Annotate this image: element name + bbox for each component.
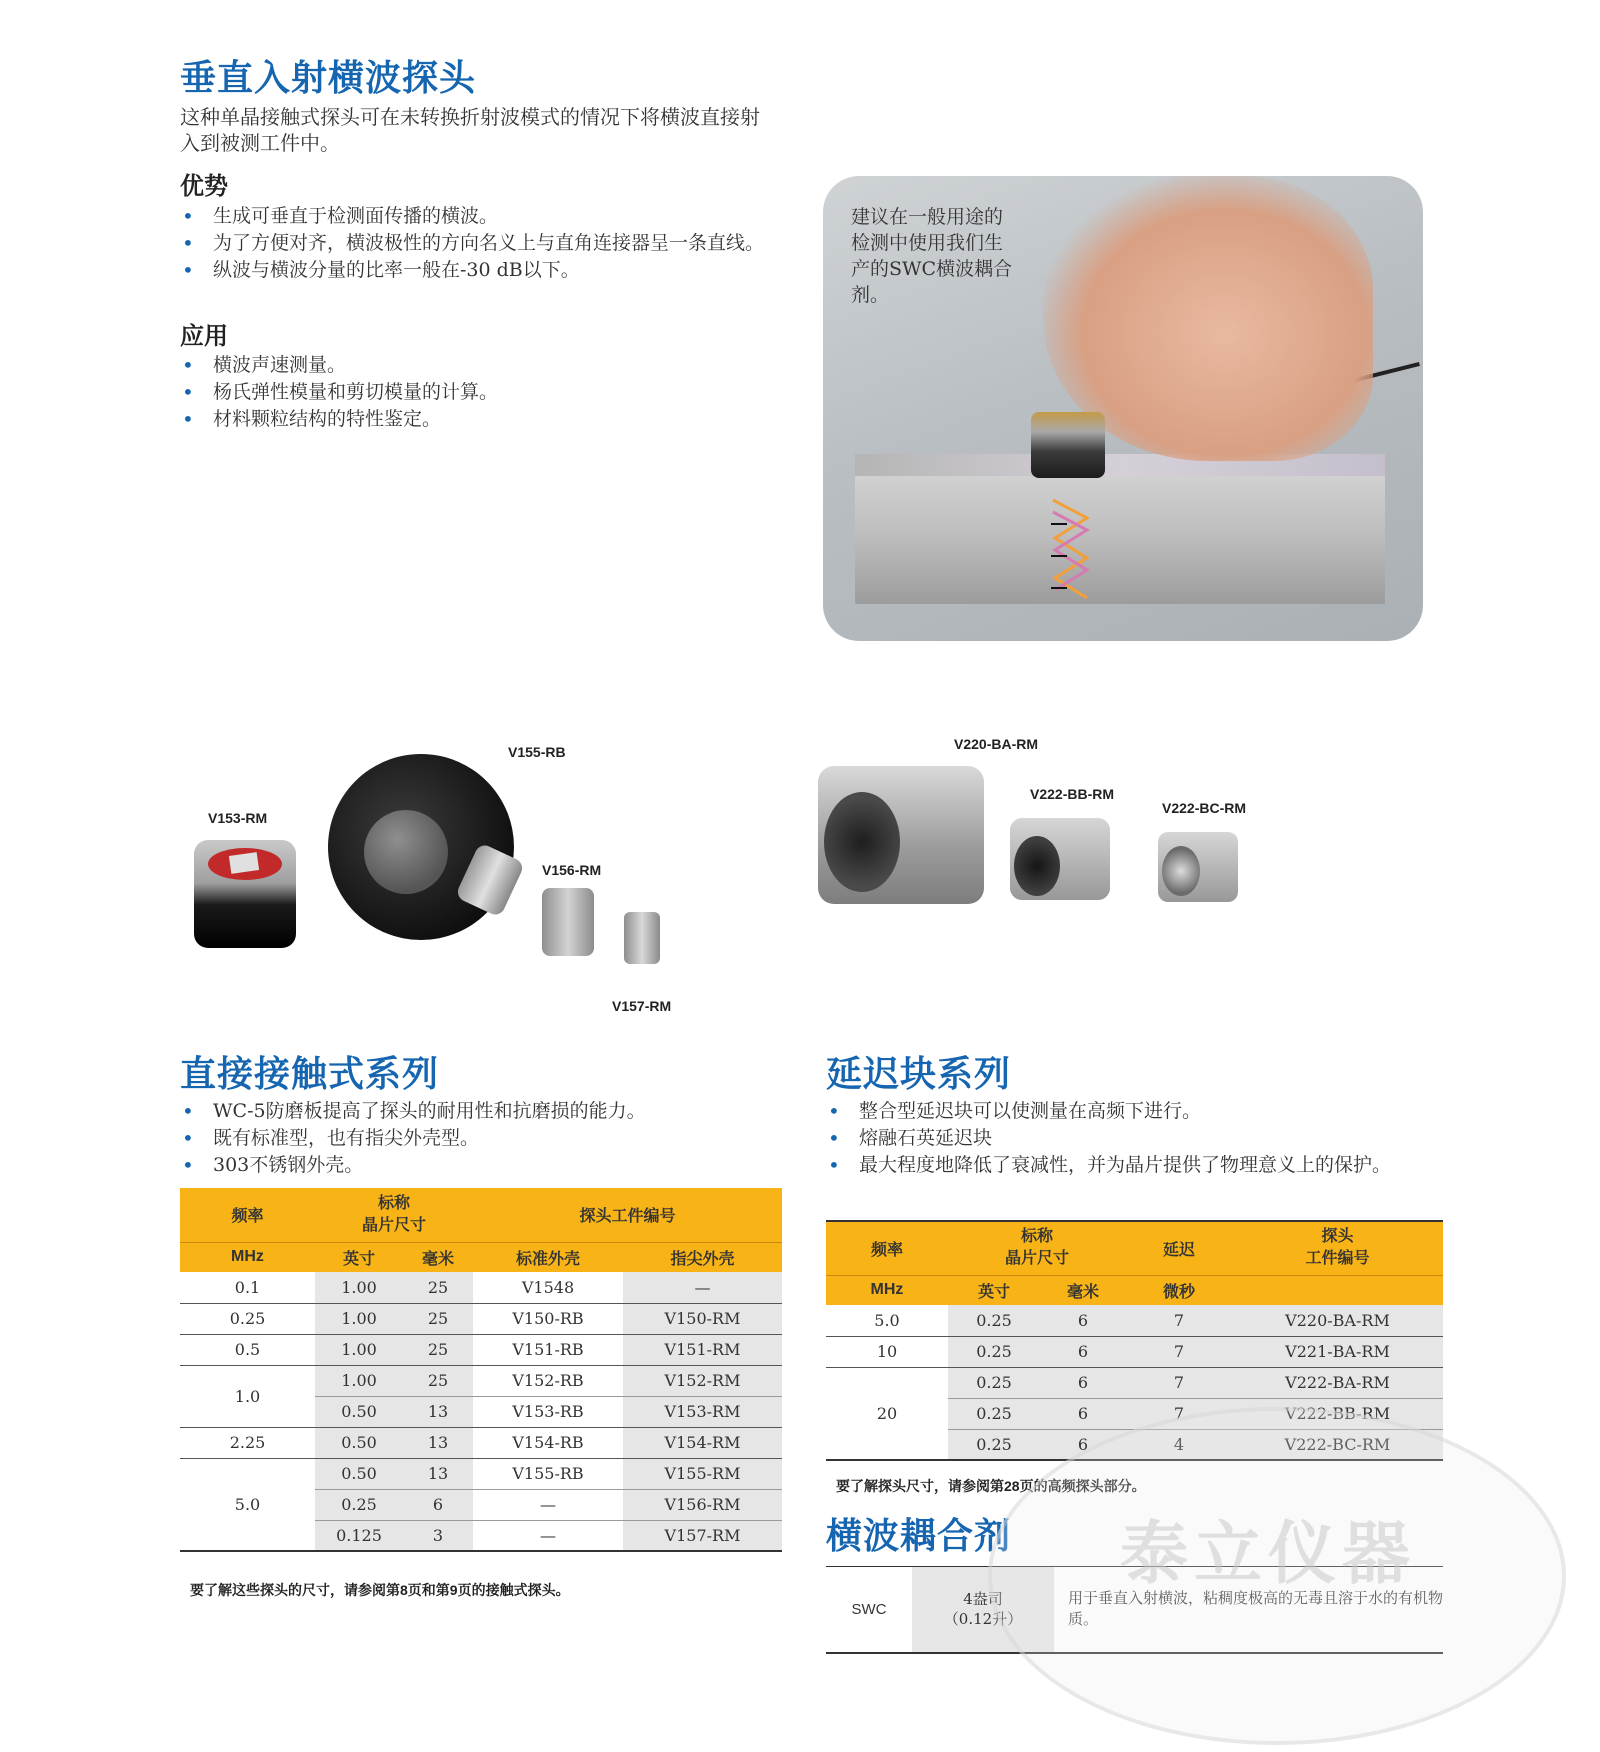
cell-finger: V152-RM: [623, 1365, 782, 1396]
cell-inch: 0.50: [315, 1458, 403, 1489]
cell-mm: 3: [403, 1520, 473, 1551]
cell-mm: 6: [1040, 1398, 1126, 1429]
table-row: [826, 1305, 1443, 1336]
cell-part: V222-BA-RM: [1232, 1367, 1443, 1398]
direct-table-note: 要了解这些探头的尺寸，请参阅第8页和第9页的接触式探头。: [190, 1582, 570, 1598]
list-item: • 303不锈钢外壳。: [180, 1152, 780, 1179]
cell-inch: 0.25: [948, 1429, 1040, 1460]
col-mhz: MHz: [180, 1242, 315, 1272]
col-us: 微秒: [1126, 1275, 1232, 1305]
advantages-list: [180, 203, 780, 284]
cell-inch: 0.50: [315, 1396, 403, 1427]
list-item: • 最大程度地降低了衰减性，并为晶片提供了物理意义上的保护。: [826, 1152, 1426, 1179]
cell-part: V222-BC-RM: [1232, 1429, 1443, 1460]
list-item: • 既有标准型，也有指尖外壳型。: [180, 1125, 780, 1152]
cell-finger: V154-RM: [623, 1427, 782, 1458]
product-label: V153-RM: [208, 810, 268, 826]
cell-part: V221-BA-RM: [1232, 1336, 1443, 1367]
list-item: • 横波声速测量。: [180, 352, 780, 379]
direct-contact-products-image: [180, 740, 700, 1020]
cell-delay: 4: [1126, 1429, 1232, 1460]
cell-mm: 25: [403, 1334, 473, 1365]
couplant-quantity: 4盎司 （0.12升）: [912, 1567, 1054, 1653]
col-standard: 标准外壳: [473, 1242, 623, 1272]
list-item: • 熔融石英延迟块: [826, 1125, 1426, 1152]
watermark-text: 泰立仪器: [1120, 1515, 1417, 1594]
cell-finger: V157-RM: [623, 1520, 782, 1551]
cell-standard: —: [540, 1495, 556, 1514]
cell-freq: 20: [826, 1367, 948, 1460]
steel-block: [855, 454, 1385, 604]
page-title: 垂直入射横波探头: [180, 58, 477, 99]
cell-standard: —: [540, 1525, 556, 1545]
probe-v220: [818, 766, 984, 904]
col-inch: 英寸: [948, 1275, 1040, 1305]
intro-text: 这种单晶接触式探头可在未转换折射波模式的情况下将横波直接射入到被测工件中。: [180, 105, 760, 155]
cell-inch: 0.25: [948, 1367, 1040, 1398]
probe-v222-bb: [1010, 818, 1110, 900]
direct-contact-table: [180, 1188, 782, 1552]
table-row: [180, 1458, 782, 1489]
col-size: 标称 晶片尺寸: [315, 1188, 473, 1242]
cell-freq: 10: [876, 1342, 898, 1361]
delay-line-products-image: [810, 736, 1370, 936]
product-label: V222-BB-RM: [1030, 786, 1115, 802]
cell-freq: 0.25: [229, 1309, 266, 1328]
product-label: V220-BA-RM: [954, 736, 1039, 752]
cell-mm: 13: [403, 1427, 473, 1458]
cell-delay: 7: [1126, 1336, 1232, 1367]
col-delay: 延迟: [1126, 1221, 1232, 1275]
cell-inch: 0.25: [948, 1336, 1040, 1367]
col-part: 探头 工件编号: [1232, 1221, 1443, 1275]
cell-inch: 0.50: [315, 1427, 403, 1458]
table-row: [826, 1367, 1443, 1398]
product-label: V155-RB: [508, 744, 566, 760]
table-row: [180, 1272, 782, 1303]
applications-heading: 应用: [180, 322, 228, 350]
col-mm: 毫米: [403, 1242, 473, 1272]
couplant-title: 横波耦合剂: [826, 1516, 1012, 1557]
probe-v157: [624, 912, 660, 964]
cell-freq: 0.1: [234, 1277, 261, 1297]
cell-freq: 0.5: [234, 1340, 261, 1359]
list-item: • 材料颗粒结构的特性鉴定。: [180, 406, 780, 433]
list-item: • 纵波与横波分量的比率一般在-30 dB以下。: [180, 257, 780, 284]
cell-delay: 7: [1126, 1398, 1232, 1429]
cell-inch: 1.00: [315, 1303, 403, 1334]
cell-standard: V151-RB: [512, 1340, 584, 1359]
product-label: V157-RM: [612, 998, 672, 1014]
cell-mm: 25: [403, 1272, 473, 1303]
table-row: [180, 1303, 782, 1334]
cell-finger: —: [623, 1272, 782, 1303]
probe-v222-bc: [1158, 832, 1238, 902]
shear-wave-icon: [1051, 498, 1091, 608]
cell-freq: 5.0: [180, 1458, 315, 1551]
col-mhz: MHz: [826, 1275, 948, 1305]
cell-standard: V153-RB: [512, 1402, 584, 1421]
probe: [1031, 412, 1105, 478]
cell-freq: 1.0: [180, 1365, 315, 1427]
list-item: • 为了方便对齐，横波极性的方向名义上与直角连接器呈一条直线。: [180, 230, 780, 257]
cell-inch: 0.25: [948, 1398, 1040, 1429]
cell-delay: 7: [1126, 1305, 1232, 1336]
col-mm: 毫米: [1040, 1275, 1126, 1305]
cell-standard: V150-RB: [512, 1309, 584, 1328]
cell-finger: V151-RM: [623, 1334, 782, 1365]
cell-mm: 6: [1040, 1367, 1126, 1398]
cell-inch: 1.00: [315, 1365, 403, 1396]
cell-delay: 7: [1126, 1367, 1232, 1398]
photo-caption: 建议在一般用途的检测中使用我们生产的SWC横波耦合剂。: [851, 206, 1013, 306]
table-row: [180, 1427, 782, 1458]
cell-freq: 2.25: [229, 1433, 266, 1452]
col-freq: 频率: [826, 1221, 948, 1275]
advantages-heading: 优势: [180, 172, 228, 200]
cell-finger: V153-RM: [623, 1396, 782, 1427]
table-row: [180, 1334, 782, 1365]
probe-v156: [542, 888, 594, 956]
col-part: 探头工件编号: [473, 1188, 782, 1242]
cell-mm: 6: [1040, 1305, 1126, 1336]
cell-finger: V150-RM: [623, 1303, 782, 1334]
cell-standard: V1548: [521, 1277, 575, 1297]
product-label: V222-BC-RM: [1162, 800, 1247, 816]
cell-mm: 6: [403, 1489, 473, 1520]
cell-inch: 0.25: [315, 1489, 403, 1520]
cell-part: V220-BA-RM: [1232, 1305, 1443, 1336]
cell-mm: 25: [403, 1365, 473, 1396]
delay-table-note: 要了解探头尺寸，请参阅第28页的高频探头部分。: [836, 1478, 1146, 1494]
cell-mm: 6: [1040, 1429, 1126, 1460]
cell-mm: 13: [403, 1396, 473, 1427]
cell-standard: V154-RB: [512, 1433, 584, 1452]
steel-block-top: [855, 454, 1385, 476]
cell-mm: 25: [403, 1303, 473, 1334]
delay-series-list: [826, 1098, 1426, 1179]
product-label: V156-RM: [542, 862, 602, 878]
direct-series-title: 直接接触式系列: [180, 1054, 440, 1095]
delay-series-title: 延迟块系列: [826, 1054, 1012, 1095]
table-row: [180, 1365, 782, 1396]
list-item: • 杨氏弹性模量和剪切模量的计算。: [180, 379, 780, 406]
cell-inch: 1.00: [315, 1272, 403, 1303]
col-inch: 英寸: [315, 1242, 403, 1272]
cell-standard: V155-RB: [512, 1464, 584, 1483]
cell-mm: 13: [403, 1458, 473, 1489]
couplant-description: 用于垂直入射横波，粘稠度极高的无毒且溶于水的有机物质。: [1068, 1589, 1444, 1629]
col-size: 标称 晶片尺寸: [948, 1221, 1126, 1275]
list-item: • 整合型延迟块可以使测量在高频下进行。: [826, 1098, 1426, 1125]
list-item: • 生成可垂直于检测面传播的横波。: [180, 203, 780, 230]
cell-mm: 6: [1040, 1336, 1126, 1367]
cell-part: V222-BB-RM: [1232, 1398, 1443, 1429]
direct-series-list: [180, 1098, 780, 1179]
probe-v153: [194, 840, 296, 948]
table-row: [826, 1336, 1443, 1367]
cell-freq: 5.0: [874, 1310, 900, 1330]
list-item: • WC-5防磨板提高了探头的耐用性和抗磨损的能力。: [180, 1098, 780, 1125]
couplant-name: SWC: [851, 1600, 887, 1618]
applications-list: [180, 352, 780, 433]
cell-inch: 0.25: [948, 1305, 1040, 1336]
cell-standard: V152-RB: [512, 1371, 584, 1390]
cell-finger: V155-RM: [623, 1458, 782, 1489]
cell-finger: V156-RM: [623, 1489, 782, 1520]
cell-inch: 1.00: [315, 1334, 403, 1365]
col-finger: 指尖外壳: [623, 1242, 782, 1272]
cell-inch: 0.125: [315, 1520, 403, 1551]
probe-usage-photo: [823, 176, 1423, 641]
col-freq: 频率: [180, 1188, 315, 1242]
